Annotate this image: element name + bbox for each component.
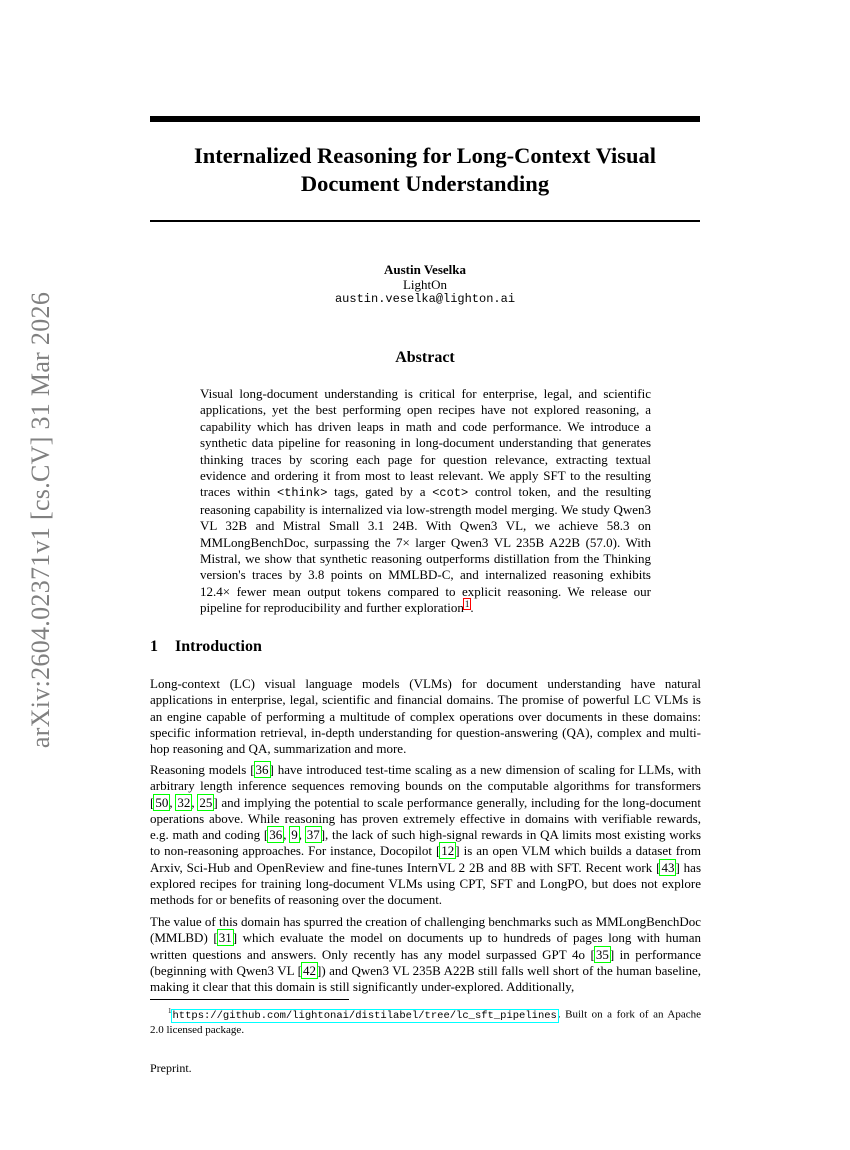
citation-link[interactable]: 9 [291, 827, 298, 843]
citation-link[interactable]: 36 [255, 762, 269, 777]
title-line-2: Document Understanding [300, 171, 550, 196]
paragraph-text: ] which evaluate the model on documents up to hundreds of pages long with human written questions and answers. Only recently has any model surpassed GPT 4o [ [150, 930, 702, 962]
author-email[interactable]: austin.veselka@lighton.ai [334, 292, 516, 306]
citation-link[interactable]: 42 [302, 962, 316, 978]
citation-link[interactable]: 50 [155, 794, 169, 810]
think-tag: <think> [277, 486, 328, 501]
paragraph-text: ], the lack of such high-signal rewards in QA limits most existing works to non-reasoning approaches. For instance, Docopilot [ [150, 827, 702, 859]
footnote-mark: 1 [168, 1007, 172, 1015]
footnote-text: . Built on a fork of an Apache 2.0 licensed package. [150, 1008, 701, 1036]
section-title: Introduction [175, 638, 262, 655]
cot-tag: <cot> [432, 486, 469, 501]
paragraph-text: ] have introduced test-time scaling as a new dimension of scaling for LLMs, with arbitrary length inference sequences removing bounds on the computable algorithms for transformers [ [150, 762, 701, 810]
preprint-footer: Preprint. [150, 1061, 192, 1075]
paper-title [150, 142, 700, 198]
intro-paragraph-2: Reasoning models [36] have introduced test-time scaling as a new dimension of scaling for LLMs, with arbitrary length inference sequences removing bounds on the computable algorithms for transformers [50, 32, 25] and implying the potential to scale performance generally, including for the long-document operations above. While reasoning has proven extremely effective in domains with verifiable rewards, e.g. math and coding [36, 9, 37], the lack of such high-signal rewards in QA limits most existing works to non-reasoning approaches. For instance, Docopilot [12] is an open VLM which builds a dataset from Arxiv, Sci-Hub and OpenReview and fine-tunes InternVL 2 2B and 8B with SFT. Recent work [43] has explored recipes for training long-document VLMs using CPT, SFT and LongPO, but does not explore methods for or benefits of reasoning over the document. [150, 762, 702, 908]
footnote-rule [150, 999, 349, 1000]
footnote-1 [150, 1004, 701, 1037]
abstract-text: control token, and the resulting reasoning capability is internalized via low-strength model merging. We study Qwen3 VL 32B and Mistral Small 3.1 24B. With Qwen3 VL, we achieve 58.3 on MMLongBenchDoc, surpassing the 7× larger Qwen3 VL 235B A22B (57.0). With Mistral, we show that synthetic reasoning outperforms distillation from the Thinking version's traces by 3.8 points on MMLBD-C, and internalized reasoning exhibits 12.4× fewer mean output tokens compared to explicit reasoning. We release our pipeline for reproducibility and further exploration [200, 484, 651, 616]
section-number: 1 [150, 638, 158, 655]
citation-link[interactable]: 37 [306, 827, 320, 843]
abstract-heading: Abstract [395, 349, 455, 366]
intro-paragraph-1: Long-context (LC) visual language models (VLMs) for document understanding have natural applications in enterprise, legal, scientific and financial domains. The promise of powerful LC VLMs is an engine capable of performing a multitude of complex operations over documents in these domains: specific information retrieval, in-depth understanding for question-answering (QA), complex and multi-hop reasoning and QA, summarization and more. [150, 676, 701, 757]
paragraph-text: ] in performance (beginning with Qwen3 VL [ [150, 946, 701, 978]
citation-link[interactable]: 12 [441, 843, 455, 859]
intro-paragraph-3 [150, 914, 701, 995]
paragraph-text: The value of this domain has spurred the creation of challenging benchmarks such as MMLongBenchDoc (MMLBD) [ [150, 914, 701, 946]
title-top-rule [150, 116, 700, 122]
abstract-text: Visual long-document understanding is critical for enterprise, legal, and scientific applications, yet the best performing open recipes have not explored reasoning, a capability which has driven leaps in math and code performance. We introduce a synthetic data pipeline for reasoning in long-document understanding that generates thinking traces by scoring each page for question relevance, extracting textual evidence and ordering it from most to least relevant. We apply SFT to the resulting traces within [200, 386, 651, 500]
paragraph-text: ] and implying the potential to scale performance generally, including for the long-document operations above. While reasoning has proven extremely effective in domains with verifiable rewards, e.g. math and coding [ [150, 794, 702, 843]
paragraph-text: ] has explored recipes for training long-document VLMs using CPT, SFT and LongPO, but does not explore methods for or benefits of reasoning over the document. [150, 859, 701, 908]
footnote-url-link[interactable]: https://github.com/lightonai/distilabel/tree/lc_sft_pipelines [172, 1009, 557, 1022]
paragraph-text: Reasoning models [ [150, 762, 255, 777]
author-name: Austin Veselka [384, 262, 466, 277]
arxiv-identifier-stamp: arXiv:2604.02371v1 [cs.CV] 31 Mar 2026 [26, 291, 55, 749]
citation-link[interactable]: 25 [199, 794, 213, 810]
abstract-body [200, 386, 651, 617]
paragraph-text: ] is an open VLM which builds a dataset from Arxiv, Sci-Hub and OpenReview and fine-tunes InternVL 2 2B and 8B with SFT. Recent work [ [150, 843, 701, 875]
abstract-text: tags, gated by a [327, 484, 433, 500]
title-line-1: Internalized Reasoning for Long-Context Visual [193, 143, 657, 168]
author-affiliation: LightOn [402, 277, 448, 292]
section-heading-introduction [150, 638, 262, 656]
footnote-ref-link[interactable]: 1 [464, 598, 470, 609]
title-bottom-rule [150, 220, 700, 222]
citation-link[interactable]: 43 [661, 859, 675, 875]
author-block [150, 262, 700, 307]
abstract-text: . [470, 600, 474, 616]
citation-link[interactable]: 35 [595, 946, 609, 962]
citation-link[interactable]: 32 [177, 794, 191, 810]
citation-link[interactable]: 31 [218, 930, 232, 946]
citation-link[interactable]: 36 [269, 827, 283, 843]
paragraph-text: ]) and Qwen3 VL 235B A22B still falls well short of the human baseline, making it clear that this domain is still significantly under-explored. Additionally, [150, 962, 701, 995]
